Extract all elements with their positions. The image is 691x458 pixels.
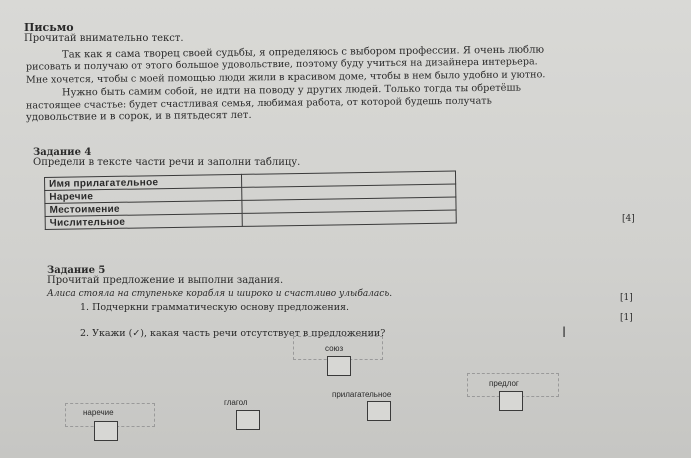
option-checkbox-verb[interactable] — [236, 410, 260, 430]
text-line-5: настоящее счастье: будет счастливая семья, любимая работа, от которой будешь получать — [25, 95, 492, 112]
option-checkbox-adverb[interactable] — [94, 421, 118, 441]
table-row-label: Имя прилагательное — [45, 174, 242, 190]
q2-points: [1] — [620, 313, 633, 323]
task5-sentence: Алиса стояла на ступеньке корабля и широко и счастливо улыбалась. — [47, 289, 393, 299]
option-checkbox-conjunction[interactable] — [327, 356, 351, 376]
task4-title: Задание 4 — [33, 147, 92, 158]
text-cursor-icon: I — [562, 325, 567, 341]
task5-instruction: Прочитай предложение и выполни задания. — [47, 275, 284, 286]
table-row-label: Числительное — [45, 213, 242, 229]
option-label-conjunction: союз — [325, 344, 344, 353]
text-line-6: удовольствие и в сорок, и в пятьдесят лет. — [25, 109, 252, 124]
option-label-preposition: предлог — [489, 379, 519, 388]
table-row-label: Наречие — [45, 187, 242, 203]
option-checkbox-adjective[interactable] — [367, 401, 391, 421]
option-label-verb: глагол — [224, 398, 248, 407]
question-2: 2. Укажи (✓), какая часть речи отсутствует в предложении? — [80, 328, 386, 339]
option-label-adjective: прилагательное — [332, 390, 392, 399]
text-line-4: Нужно быть самим собой, не идти на поводу у других людей. Только тогда ты обретёшь — [61, 82, 521, 99]
table-row-label: Местоимение — [45, 200, 242, 216]
task4-instruction: Определи в тексте части речи и заполни таблицу. — [33, 157, 301, 168]
text-line-2: рисовать и получаю от этого большое удовольствие, поэтому буду учиться на дизайнера интерьера. — [25, 56, 538, 73]
reading-instruction: Прочитай внимательно текст. — [24, 33, 184, 44]
answer-cell[interactable] — [242, 210, 456, 226]
task5-title: Задание 5 — [47, 265, 106, 276]
q1-points: [1] — [620, 293, 633, 303]
task4-points: [4] — [622, 214, 635, 224]
option-label-adverb: наречие — [83, 408, 114, 417]
text-line-1: Так как я сама творец своей судьбы, я определяюсь с выбором профессии. Я очень люблю — [61, 44, 545, 61]
option-checkbox-preposition[interactable] — [499, 391, 523, 411]
parts-of-speech-table — [44, 171, 457, 230]
page-title: Письмо — [24, 21, 74, 34]
question-1: 1. Подчеркни грамматическую основу предложения. — [80, 302, 350, 313]
text-line-3: Мне хочется, чтобы с моей помощью люди жили в красивом доме, чтобы в нем было удобно и уютно. — [25, 69, 546, 86]
